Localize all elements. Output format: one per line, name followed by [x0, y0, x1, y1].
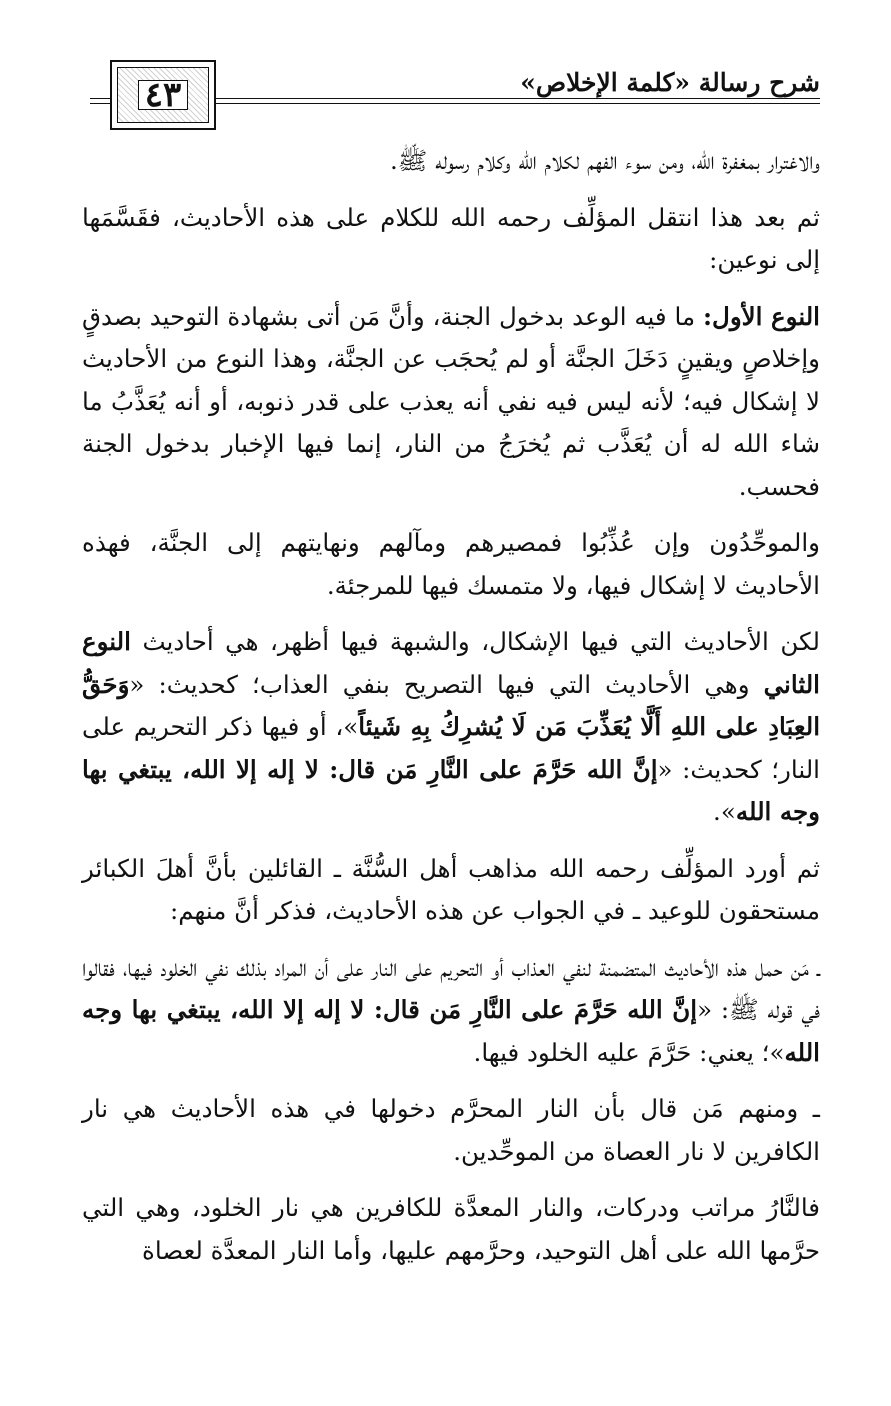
text-run: فالنَّارُ مراتب ودركات، والنار المعدَّة للكافرين هي نار الخلود، وهي التي حرَّمها الله على أهل التوحيد، وحرَّمهم عليها، وأما النار المعدَّة لعصاة — [82, 1193, 820, 1265]
paragraph — [82, 947, 820, 1075]
paragraph — [82, 621, 820, 834]
paragraph — [82, 522, 820, 607]
page-number: ٤٣ — [138, 80, 188, 110]
text-run: ـ ومنهم مَن قال بأن النار المحرَّم دخولها في هذه الأحاديث هي نار الكافرين لا نار العصاة من الموحِّدين. — [82, 1094, 820, 1166]
paragraph — [82, 1088, 820, 1173]
paragraph — [82, 848, 820, 933]
paragraph — [82, 296, 820, 509]
page-number-ornament — [117, 67, 209, 123]
text-run: ثم أورد المؤلِّف رحمه الله مذاهب أهل السُّنَّة ـ القائلين بأنَّ أهلَ الكبائر مستحقون للوعيد ـ في الجواب عن هذه الأحاديث، فذكر أنَّ منهم: — [82, 853, 820, 925]
text-run: ». — [713, 797, 736, 826]
text-run: والموحِّدُون وإن عُذِّبُوا فمصيرهم ومآلهم ونهايتهم إلى الجنَّة، فهذه الأحاديث لا إشكال فيها، ولا متمسك فيها للمرجئة. — [82, 528, 820, 600]
page-header — [80, 60, 820, 130]
text-run: »؛ يعني: حَرَّمَ عليه الخلود فيها. — [473, 1037, 785, 1067]
page-number-frame — [110, 60, 216, 130]
text-run: وهي الأحاديث التي فيها التصريح بنفي العذاب؛ كحديث: « — [129, 669, 764, 699]
bold-text-run: النوع الأول: — [702, 301, 820, 331]
bold-text-run: وَحَقُّ العِبَادِ على اللهِ أَلَّا يُعَذِّبَ مَن لَا يُشرِكُ بِهِ شَيئاً — [82, 669, 820, 741]
bold-text-run: إنَّ الله حَرَّمَ على النَّارِ مَن قال: لا إله إلا الله، يبتغي بها وجه الله — [82, 995, 820, 1067]
text-run: »، أو فيها ذكر التحريم على النار؛ كحديث: « — [82, 712, 820, 784]
text-run: ثم بعد هذا انتقل المؤلِّف رحمه الله للكلام على هذه الأحاديث، فقَسَّمَها إلى نوعين: — [82, 202, 820, 274]
paragraph — [82, 197, 820, 282]
text-run: والاغترار بمغفرة الله، ومن سوء الفهم لكلام الله وكلام رسوله ﷺ. — [390, 146, 820, 175]
text-run: ـ مَن حمل هذه الأحاديث المتضمنة لنفي العذاب أو التحريم على النار على أن المراد بذلك نفي الخلود فيها، فقالوا في قوله ﷺ: « — [82, 952, 820, 1024]
paragraph — [82, 140, 820, 183]
running-title: شرح رسالة «كلمة الإخلاص» — [520, 68, 820, 97]
bold-text-run: إنَّ الله حَرَّمَ على النَّارِ مَن قال: لا إله إلا الله، يبتغي بها وجه الله — [82, 754, 820, 826]
page-body — [82, 140, 820, 1286]
bold-text-run: النوع الثاني — [82, 627, 820, 699]
text-run: ما فيه الوعد بدخول الجنة، وأنَّ مَن أتى بشهادة التوحيد بصدقٍ وإخلاصٍ ويقينٍ دَخَلَ الجنَّة أو لم يُحجَب عن الجنَّة، وهذا النوع من الأحاديث لا إشكال فيه؛ لأنه ليس فيه نفي أنه يعذب على قدر ذنوبه، أو أنه يُعَذَّبُ ما شاء الله له أن يُعَذَّب ثم يُخرَجُ من النار، إنما فيها الإخبار بدخول الجنة فحسب. — [82, 301, 820, 501]
paragraph — [82, 1187, 820, 1272]
text-run: لكن الأحاديث التي فيها الإشكال، والشبهة فيها أظهر، هي أحاديث — [130, 627, 820, 656]
